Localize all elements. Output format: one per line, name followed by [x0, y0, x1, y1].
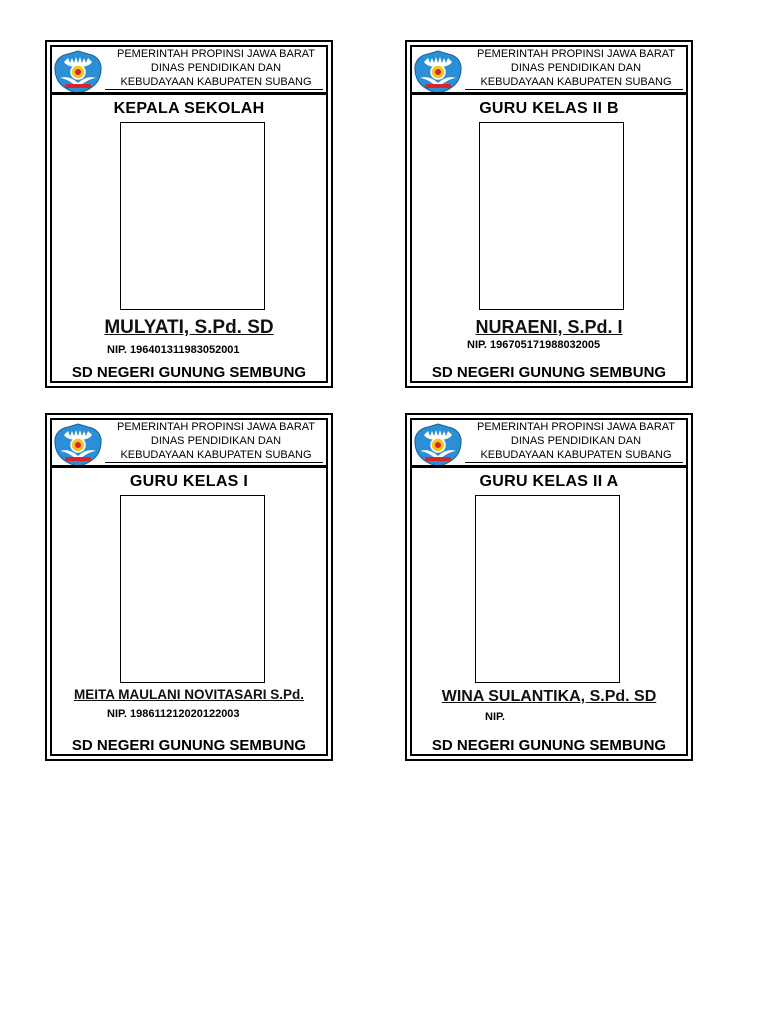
- id-card-guru-kelas-ii-a: [405, 413, 693, 761]
- header-divider: [50, 92, 326, 95]
- header-line-province: PEMERINTAH PROPINSI JAWA BARAT: [476, 421, 676, 433]
- id-card-kepala-sekolah: [45, 40, 333, 388]
- person-name: MULYATI, S.Pd. SD: [104, 317, 274, 338]
- header-underline: [465, 89, 683, 90]
- header-line-regency: KEBUDAYAAN KABUPATEN SUBANG: [480, 449, 672, 461]
- role-title: GURU KELAS II B: [479, 100, 619, 117]
- header-line-regency: KEBUDAYAAN KABUPATEN SUBANG: [120, 449, 312, 461]
- tut-wuri-handayani-logo-icon: [53, 48, 103, 94]
- school-name: SD NEGERI GUNUNG SEMBUNG: [431, 737, 667, 754]
- header-underline: [105, 89, 323, 90]
- tut-wuri-handayani-logo-icon: [53, 421, 103, 467]
- header-line-province: PEMERINTAH PROPINSI JAWA BARAT: [476, 48, 676, 60]
- header-divider: [410, 465, 686, 468]
- photo-placeholder: [120, 495, 265, 683]
- header-underline: [465, 462, 683, 463]
- header-line-department: DINAS PENDIDIKAN DAN: [150, 435, 282, 447]
- photo-placeholder: [479, 122, 624, 310]
- tut-wuri-handayani-logo-icon: [413, 48, 463, 94]
- person-name: WINA SULANTIKA, S.Pd. SD: [441, 688, 657, 705]
- role-title: KEPALA SEKOLAH: [113, 100, 265, 117]
- school-name: SD NEGERI GUNUNG SEMBUNG: [71, 364, 307, 381]
- header-line-regency: KEBUDAYAAN KABUPATEN SUBANG: [120, 76, 312, 88]
- id-card-guru-kelas-i: [45, 413, 333, 761]
- role-title: GURU KELAS I: [129, 473, 249, 490]
- nip-number: NIP. 196401311983052001: [107, 344, 240, 356]
- nip-number: NIP. 198611212020122003: [107, 708, 240, 720]
- nip-number: NIP. 196705171988032005: [467, 339, 601, 351]
- header-line-department: DINAS PENDIDIKAN DAN: [150, 62, 282, 74]
- person-name: NURAENI, S.Pd. I: [475, 317, 623, 337]
- header-line-province: PEMERINTAH PROPINSI JAWA BARAT: [116, 421, 316, 433]
- header-divider: [50, 465, 326, 468]
- person-name: MEITA MAULANI NOVITASARI S.Pd.: [74, 687, 304, 702]
- header-divider: [410, 92, 686, 95]
- header-underline: [105, 462, 323, 463]
- photo-placeholder: [475, 495, 620, 683]
- header-line-province: PEMERINTAH PROPINSI JAWA BARAT: [116, 48, 316, 60]
- photo-placeholder: [120, 122, 265, 310]
- school-name: SD NEGERI GUNUNG SEMBUNG: [431, 364, 667, 381]
- id-card-guru-kelas-ii-b: [405, 40, 693, 388]
- role-title: GURU KELAS II A: [479, 473, 619, 490]
- tut-wuri-handayani-logo-icon: [413, 421, 463, 467]
- nip-number: NIP.: [485, 711, 505, 723]
- header-line-department: DINAS PENDIDIKAN DAN: [510, 435, 642, 447]
- school-name: SD NEGERI GUNUNG SEMBUNG: [71, 737, 307, 754]
- header-line-regency: KEBUDAYAAN KABUPATEN SUBANG: [480, 76, 672, 88]
- header-line-department: DINAS PENDIDIKAN DAN: [510, 62, 642, 74]
